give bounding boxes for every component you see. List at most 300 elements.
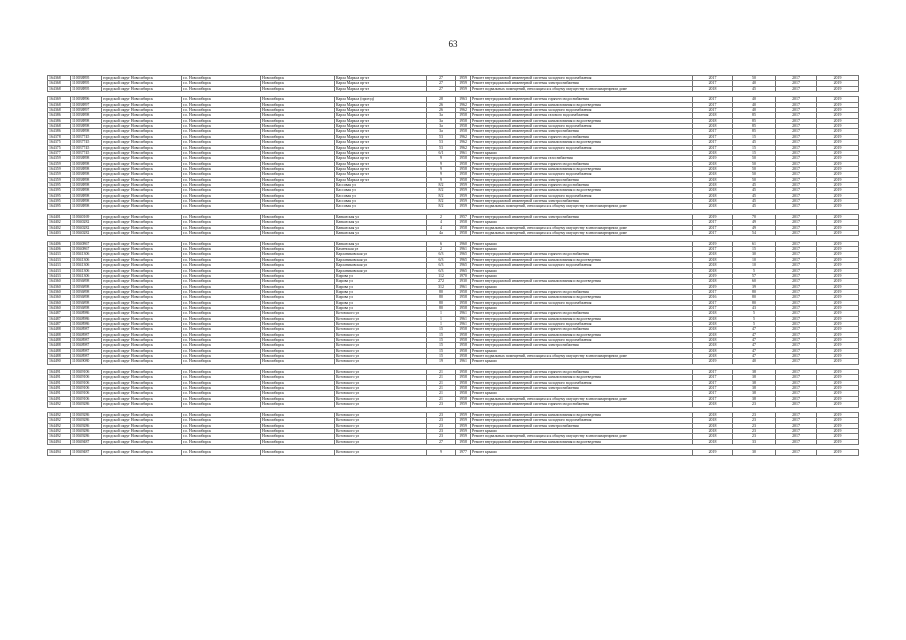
cell-start-year: 2017	[776, 418, 817, 423]
cell-settlement: г.о. Новосибирск	[182, 284, 261, 289]
cell-house-code: 110040282	[71, 231, 102, 236]
cell-city: Новосибирск	[261, 198, 335, 203]
cell-municipality: городской округ Новосибирск	[102, 188, 182, 193]
cell-settlement: г.о. Новосибирск	[182, 118, 261, 123]
cell-build-year: 1959	[456, 198, 471, 203]
cell-house-code: 110040282	[71, 225, 102, 230]
cell-city: Новосибирск	[261, 450, 335, 455]
cell-house-number: 9	[427, 161, 456, 166]
cell-build-year: 1958	[456, 289, 471, 294]
cell-term: 40	[733, 81, 776, 86]
cell-city: Новосибирск	[261, 321, 335, 326]
cell-build-year: 1959	[456, 81, 471, 86]
cell-house-code: 110036898	[71, 284, 102, 289]
cell-build-year: 1959	[456, 428, 471, 433]
cell-municipality: городской округ Новосибирск	[102, 311, 182, 316]
cell-city: Новосибирск	[261, 204, 335, 209]
cell-work-type: Ремонт подвальных помещений, относящихся к общему имуществу в многоквартирном доме	[471, 434, 693, 439]
cell-house-code: 110049106	[71, 370, 102, 375]
cell-house-code: 110038898	[71, 172, 102, 177]
cell-city: Новосибирск	[261, 231, 335, 236]
cell-term: 50	[733, 177, 776, 182]
cell-work-type: Ремонт крыши	[471, 247, 693, 252]
cell-row-number: 164492	[48, 412, 71, 417]
cell-municipality: городской округ Новосибирск	[102, 279, 182, 284]
cell-build-year: 1958	[456, 113, 471, 118]
cell-plan-year: 2018	[693, 311, 733, 316]
cell-city: Новосибирск	[261, 300, 335, 305]
cell-term: 15	[733, 134, 776, 139]
cell-city: Новосибирск	[261, 375, 335, 380]
cell-row-number: 164360	[48, 295, 71, 300]
cell-end-year: 2019	[817, 134, 859, 139]
cell-start-year: 2017	[776, 332, 817, 337]
cell-end-year: 2019	[817, 396, 859, 401]
cell-settlement: г.о. Новосибирск	[182, 450, 261, 455]
cell-plan-year: 2018	[693, 166, 733, 171]
cell-settlement: г.о. Новосибирск	[182, 81, 261, 86]
cell-settlement: г.о. Новосибирск	[182, 166, 261, 171]
cell-row-number: 164359	[48, 177, 71, 182]
cell-municipality: городской округ Новосибирск	[102, 220, 182, 225]
cell-house-code: 110049106	[71, 396, 102, 401]
cell-street: Карла Маркса пр-кт	[335, 113, 427, 118]
cell-start-year: 2017	[776, 257, 817, 262]
cell-plan-year: 2018	[693, 161, 733, 166]
cell-plan-year: 2018	[693, 316, 733, 321]
cell-city: Новосибирск	[261, 370, 335, 375]
cell-start-year: 2017	[776, 118, 817, 123]
cell-house-code: 110038898	[71, 204, 102, 209]
cell-start-year: 2017	[776, 423, 817, 428]
cell-house-number: 80	[427, 305, 456, 310]
cell-city: Новосибирск	[261, 289, 335, 294]
cell-end-year: 2019	[817, 129, 859, 134]
cell-end-year: 2019	[817, 124, 859, 129]
cell-term: 23	[733, 402, 776, 407]
cell-term: 49	[733, 225, 776, 230]
cell-row-number: 164488	[48, 332, 71, 337]
cell-work-type: Ремонт внутридомовой инженерной системы канализования и водоотведения	[471, 375, 693, 380]
cell-street: Карла Маркса пр-кт	[335, 118, 427, 123]
cell-house-code: 110049106	[71, 375, 102, 380]
cell-row-number: 164492	[48, 434, 71, 439]
cell-house-number: 6/1	[427, 150, 456, 155]
cell-city: Новосибирск	[261, 279, 335, 284]
cell-settlement: г.о. Новосибирск	[182, 359, 261, 364]
cell-term: 47	[733, 354, 776, 359]
cell-settlement: г.о. Новосибирск	[182, 145, 261, 150]
cell-term: 40	[733, 359, 776, 364]
cell-street: Карла Маркса пр-кт	[335, 150, 427, 155]
cell-build-year: 1959	[456, 182, 471, 187]
cell-term: 23	[733, 428, 776, 433]
cell-house-code: 110048987	[71, 337, 102, 342]
cell-end-year: 2019	[817, 220, 859, 225]
cell-city: Новосибирск	[261, 182, 335, 187]
cell-term: 5	[733, 321, 776, 326]
capital-repair-table	[47, 75, 859, 456]
cell-plan-year: 2017	[693, 247, 733, 252]
cell-street: Кирова ул	[335, 273, 427, 278]
cell-term: 5	[733, 311, 776, 316]
cell-municipality: городской округ Новосибирск	[102, 247, 182, 252]
cell-house-code: 110037745	[71, 134, 102, 139]
cell-house-code: 110036898	[71, 305, 102, 310]
cell-house-number: 28	[427, 97, 456, 102]
cell-house-number: 21	[427, 370, 456, 375]
cell-term: 30	[733, 252, 776, 257]
cell-plan-year: 2017	[693, 370, 733, 375]
cell-street: Кавказская ул	[335, 231, 427, 236]
cell-settlement: г.о. Новосибирск	[182, 311, 261, 316]
cell-municipality: городской округ Новосибирск	[102, 412, 182, 417]
cell-house-number: 112	[427, 273, 456, 278]
cell-house-number: 21	[427, 391, 456, 396]
cell-plan-year: 2018	[693, 177, 733, 182]
cell-work-type: Ремонт крыши	[471, 305, 693, 310]
cell-start-year: 2017	[776, 273, 817, 278]
cell-end-year: 2019	[817, 86, 859, 91]
cell-build-year: 1958	[456, 391, 471, 396]
cell-city: Новосибирск	[261, 113, 335, 118]
cell-house-number: 80	[427, 295, 456, 300]
cell-street: Котовского ул	[335, 375, 427, 380]
cell-city: Новосибирск	[261, 247, 335, 252]
cell-row-number: 164368	[48, 124, 71, 129]
cell-work-type: Ремонт крыши	[471, 150, 693, 155]
cell-house-number: 272	[427, 279, 456, 284]
cell-build-year: 1962	[456, 140, 471, 145]
cell-city: Новосибирск	[261, 284, 335, 289]
cell-city: Новосибирск	[261, 305, 335, 310]
cell-settlement: г.о. Новосибирск	[182, 257, 261, 262]
cell-municipality: городской округ Новосибирск	[102, 289, 182, 294]
cell-start-year: 2017	[776, 327, 817, 332]
cell-house-number: 15	[427, 337, 456, 342]
cell-municipality: городской округ Новосибирск	[102, 182, 182, 187]
cell-municipality: городской округ Новосибирск	[102, 108, 182, 113]
cell-house-number: 26	[427, 102, 456, 107]
cell-start-year: 2017	[776, 108, 817, 113]
cell-municipality: городской округ Новосибирск	[102, 225, 182, 230]
cell-plan-year: 2017	[693, 76, 733, 81]
cell-start-year: 2017	[776, 343, 817, 348]
cell-end-year: 2019	[817, 434, 859, 439]
cell-settlement: г.о. Новосибирск	[182, 263, 261, 268]
cell-term: 60	[733, 279, 776, 284]
cell-house-code: 110038898	[71, 124, 102, 129]
cell-work-type: Ремонт подвальных помещений, относящихся к общему имуществу в многоквартирном доме	[471, 354, 693, 359]
cell-start-year: 2017	[776, 161, 817, 166]
cell-row-number: 164491	[48, 380, 71, 385]
cell-settlement: г.о. Новосибирск	[182, 375, 261, 380]
cell-build-year: 1958	[456, 348, 471, 353]
cell-municipality: городской округ Новосибирск	[102, 97, 182, 102]
cell-municipality: городской округ Новосибирск	[102, 343, 182, 348]
cell-start-year: 2017	[776, 145, 817, 150]
cell-build-year: 1959	[456, 188, 471, 193]
cell-start-year: 2017	[776, 380, 817, 385]
cell-term: 45	[733, 204, 776, 209]
cell-row-number: 164491	[48, 386, 71, 391]
cell-house-code: 110038896	[71, 97, 102, 102]
cell-house-code: 110038898	[71, 177, 102, 182]
cell-city: Новосибирск	[261, 86, 335, 91]
cell-build-year: 1958	[456, 225, 471, 230]
cell-work-type: Ремонт крыши	[471, 241, 693, 246]
cell-work-type: Ремонт внутридомовой инженерной системы электроснабжения	[471, 343, 693, 348]
cell-city: Новосибирск	[261, 311, 335, 316]
cell-city: Новосибирск	[261, 76, 335, 81]
cell-house-code: 110037745	[71, 140, 102, 145]
cell-build-year: 1958	[456, 161, 471, 166]
cell-end-year: 2019	[817, 375, 859, 380]
cell-term: 45	[733, 140, 776, 145]
cell-municipality: городской округ Новосибирск	[102, 327, 182, 332]
cell-street: Котовского ул	[335, 402, 427, 407]
cell-end-year: 2019	[817, 327, 859, 332]
cell-settlement: г.о. Новосибирск	[182, 97, 261, 102]
cell-city: Новосибирск	[261, 188, 335, 193]
cell-house-code: 110038897	[71, 108, 102, 113]
cell-work-type: Ремонт внутридомовой инженерной системы холодного водоснабжения	[471, 300, 693, 305]
cell-build-year: 1958	[456, 305, 471, 310]
cell-row-number: 164395	[48, 198, 71, 203]
cell-end-year: 2019	[817, 81, 859, 86]
cell-start-year: 2017	[776, 316, 817, 321]
cell-city: Новосибирск	[261, 316, 335, 321]
cell-street: Котовского ул	[335, 354, 427, 359]
cell-end-year: 2019	[817, 316, 859, 321]
cell-work-type: Ремонт внутридомовой инженерной системы канализования и водоотведения	[471, 439, 693, 444]
cell-end-year: 2019	[817, 102, 859, 107]
cell-term: 15	[733, 247, 776, 252]
cell-build-year: 1958	[456, 337, 471, 342]
cell-house-number: 21	[427, 375, 456, 380]
cell-row-number: 164359	[48, 156, 71, 161]
cell-start-year: 2017	[776, 289, 817, 294]
cell-house-code: 110038895	[71, 76, 102, 81]
cell-house-code: 110049106	[71, 386, 102, 391]
cell-house-code: 110037745	[71, 145, 102, 150]
cell-house-code: 110049286	[71, 418, 102, 423]
cell-house-number: 9	[427, 172, 456, 177]
cell-end-year: 2019	[817, 193, 859, 198]
cell-end-year: 2019	[817, 354, 859, 359]
cell-house-number: 1	[427, 316, 456, 321]
cell-house-number: 27	[427, 439, 456, 444]
cell-end-year: 2019	[817, 231, 859, 236]
cell-street: Кассовая ул	[335, 198, 427, 203]
cell-city: Новосибирск	[261, 81, 335, 86]
cell-municipality: городской округ Новосибирск	[102, 252, 182, 257]
cell-end-year: 2019	[817, 108, 859, 113]
cell-end-year: 2019	[817, 118, 859, 123]
cell-settlement: г.о. Новосибирск	[182, 337, 261, 342]
cell-city: Новосибирск	[261, 412, 335, 417]
cell-municipality: городской округ Новосибирск	[102, 402, 182, 407]
cell-end-year: 2019	[817, 402, 859, 407]
cell-start-year: 2017	[776, 225, 817, 230]
cell-house-number: 2	[427, 247, 456, 252]
cell-term: 80	[733, 295, 776, 300]
cell-street: Кавказская ул	[335, 220, 427, 225]
cell-street: Котовского ул	[335, 450, 427, 455]
cell-row-number: 164360	[48, 289, 71, 294]
cell-plan-year: 2018	[693, 204, 733, 209]
cell-start-year: 2017	[776, 311, 817, 316]
cell-street: Карла Маркса пр-кт	[335, 156, 427, 161]
cell-work-type: Ремонт внутридомовой инженерной системы канализования и водоотведения	[471, 118, 693, 123]
cell-municipality: городской округ Новосибирск	[102, 193, 182, 198]
cell-term: 38	[733, 396, 776, 401]
cell-house-code: 110041306	[71, 273, 102, 278]
cell-settlement: г.о. Новосибирск	[182, 76, 261, 81]
cell-house-number: 21	[427, 386, 456, 391]
cell-work-type: Ремонт крыши	[471, 450, 693, 455]
cell-term: 47	[733, 348, 776, 353]
cell-street: Карланиковская ул	[335, 252, 427, 257]
cell-settlement: г.о. Новосибирск	[182, 113, 261, 118]
cell-start-year: 2017	[776, 177, 817, 182]
cell-end-year: 2019	[817, 76, 859, 81]
cell-plan-year: 2019	[693, 273, 733, 278]
cell-end-year: 2019	[817, 172, 859, 177]
cell-build-year: 1962	[456, 145, 471, 150]
cell-plan-year: 2018	[693, 279, 733, 284]
cell-house-number: 6/3	[427, 268, 456, 273]
cell-street: Котовского ул	[335, 380, 427, 385]
cell-start-year: 2017	[776, 76, 817, 81]
cell-settlement: г.о. Новосибирск	[182, 348, 261, 353]
cell-municipality: городской округ Новосибирск	[102, 273, 182, 278]
cell-term: 45	[733, 198, 776, 203]
cell-build-year: 1958	[456, 300, 471, 305]
cell-house-number: 8/2	[427, 182, 456, 187]
cell-work-type: Ремонт крыши	[471, 391, 693, 396]
cell-row-number: 164406	[48, 241, 71, 246]
cell-row-number: 164433	[48, 252, 71, 257]
cell-start-year: 2017	[776, 295, 817, 300]
cell-municipality: городской округ Новосибирск	[102, 129, 182, 134]
cell-street: Котовского ул	[335, 428, 427, 433]
cell-term: 40	[733, 108, 776, 113]
cell-start-year: 2017	[776, 97, 817, 102]
cell-municipality: городской округ Новосибирск	[102, 124, 182, 129]
cell-row-number: 164402	[48, 225, 71, 230]
cell-settlement: г.о. Новосибирск	[182, 172, 261, 177]
cell-street: Карла Маркса пр-кт	[335, 108, 427, 113]
cell-street: Карла Маркса пр-кт	[335, 145, 427, 150]
cell-settlement: г.о. Новосибирск	[182, 402, 261, 407]
cell-house-number: 4	[427, 220, 456, 225]
cell-term: 50	[733, 172, 776, 177]
cell-end-year: 2019	[817, 418, 859, 423]
cell-build-year: 1958	[456, 166, 471, 171]
cell-work-type: Ремонт внутридомовой инженерной системы горячего водоснабжения	[471, 161, 693, 166]
cell-municipality: городской округ Новосибирск	[102, 321, 182, 326]
cell-start-year: 2017	[776, 204, 817, 209]
cell-term: 57	[733, 273, 776, 278]
cell-row-number: 164360	[48, 305, 71, 310]
cell-municipality: городской округ Новосибирск	[102, 450, 182, 455]
cell-city: Новосибирск	[261, 118, 335, 123]
cell-settlement: г.о. Новосибирск	[182, 321, 261, 326]
cell-house-code: 110036898	[71, 279, 102, 284]
cell-house-code: 110041306	[71, 252, 102, 257]
cell-row-number: 164375	[48, 145, 71, 150]
cell-settlement: г.о. Новосибирск	[182, 102, 261, 107]
cell-row-number: 164375	[48, 140, 71, 145]
cell-term: 10	[733, 257, 776, 262]
cell-street: Котовского ул	[335, 439, 427, 444]
cell-city: Новосибирск	[261, 161, 335, 166]
cell-house-number: 4	[427, 225, 456, 230]
cell-end-year: 2019	[817, 198, 859, 203]
cell-house-number: 1	[427, 321, 456, 326]
cell-settlement: г.о. Новосибирск	[182, 225, 261, 230]
cell-city: Новосибирск	[261, 439, 335, 444]
cell-street: Кавказская ул	[335, 241, 427, 246]
cell-house-code: 110036898	[71, 300, 102, 305]
cell-street: Кассовая ул	[335, 188, 427, 193]
cell-row-number: 164377	[48, 150, 71, 155]
cell-settlement: г.о. Новосибирск	[182, 370, 261, 375]
cell-term: 5	[733, 316, 776, 321]
cell-build-year: 1958	[456, 354, 471, 359]
cell-municipality: городской округ Новосибирск	[102, 166, 182, 171]
cell-settlement: г.о. Новосибирск	[182, 300, 261, 305]
cell-plan-year: 2018	[693, 263, 733, 268]
cell-house-number: 15	[427, 327, 456, 332]
cell-settlement: г.о. Новосибирск	[182, 252, 261, 257]
cell-row-number: 164386	[48, 118, 71, 123]
cell-city: Новосибирск	[261, 268, 335, 273]
cell-settlement: г.о. Новосибирск	[182, 289, 261, 294]
cell-city: Новосибирск	[261, 97, 335, 102]
cell-plan-year: 2018	[693, 337, 733, 342]
cell-municipality: городской округ Новосибирск	[102, 86, 182, 91]
cell-start-year: 2017	[776, 182, 817, 187]
cell-end-year: 2019	[817, 337, 859, 342]
cell-term: 50	[733, 156, 776, 161]
cell-street: Карла Маркса пр-кт	[335, 166, 427, 171]
cell-end-year: 2019	[817, 412, 859, 417]
cell-municipality: городской округ Новосибирск	[102, 198, 182, 203]
cell-start-year: 2017	[776, 359, 817, 364]
cell-municipality: городской округ Новосибирск	[102, 300, 182, 305]
cell-house-number: 26	[427, 108, 456, 113]
cell-row-number: 164368	[48, 81, 71, 86]
cell-plan-year: 2018	[693, 423, 733, 428]
cell-end-year: 2019	[817, 295, 859, 300]
cell-work-type: Ремонт подвальных помещений, относящихся к общему имуществу в многоквартирном доме	[471, 204, 693, 209]
cell-start-year: 2017	[776, 241, 817, 246]
cell-settlement: г.о. Новосибирск	[182, 231, 261, 236]
cell-plan-year: 2018	[693, 113, 733, 118]
cell-work-type: Ремонт внутридомовой инженерной системы холодного водоснабжения	[471, 172, 693, 177]
cell-municipality: городской округ Новосибирск	[102, 81, 182, 86]
cell-row-number: 164494	[48, 439, 71, 444]
cell-start-year: 2017	[776, 428, 817, 433]
cell-street: Котовского ул	[335, 359, 427, 364]
cell-street: Кирова ул	[335, 300, 427, 305]
cell-work-type: Ремонт внутридомовой инженерной системы холодного водоснабжения	[471, 193, 693, 198]
cell-end-year: 2019	[817, 145, 859, 150]
cell-municipality: городской округ Новосибирск	[102, 434, 182, 439]
cell-row-number: 164491	[48, 375, 71, 380]
